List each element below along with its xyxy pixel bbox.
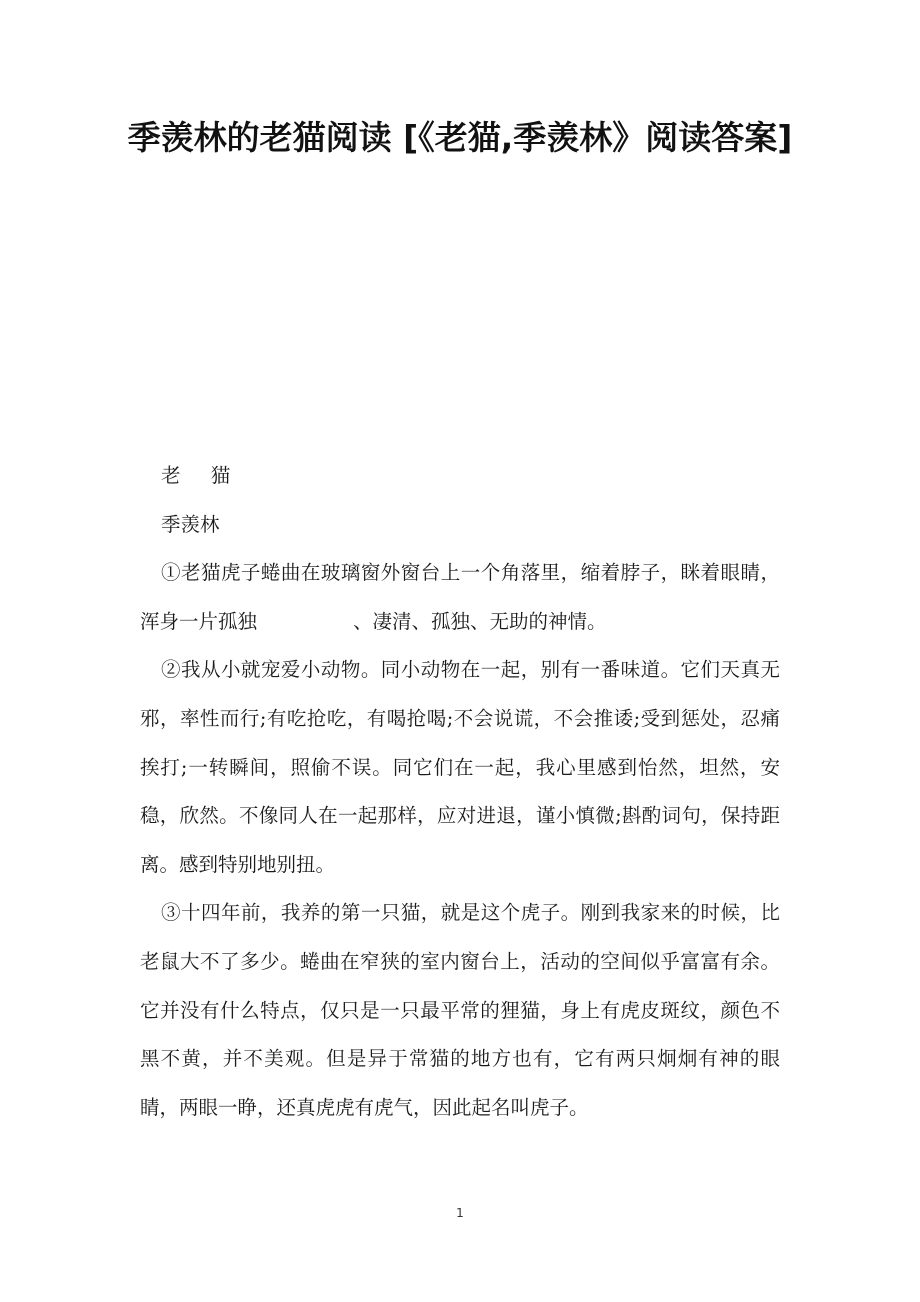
paragraph-3: ③十四年前，我养的第一只猫，就是这个虎子。刚到我家来的时候，比老鼠大不了多少。蜷曲在窄狭的室内窗台上，活动的空间似乎富富有余。它并没有什么特点，仅只是一只最平常的狸猫，身上有虎皮斑纹，颜色不黑不黄，并不美观。但是异于常猫的地方也有，它有两只炯炯有神的眼睛，两眼一睁，还真虎虎有虎气，因此起名叫虎子。	[140, 901, 780, 1119]
document-title: 季羡林的老猫阅读 [《老猫,季羡林》阅读答案]	[127, 118, 793, 157]
paragraph-1-text-a: ①老猫虎子蜷曲在玻璃窗外窗台上一个角落里，缩着脖子，眯着眼睛，浑身一片孤独	[140, 561, 780, 633]
paragraph-2: ②我从小就宠爱小动物。同小动物在一起，别有一番味道。它们天真无邪，率性而行;有吃抢吃，有喝抢喝;不会说谎，不会推诿;受到惩处，忍痛挨打;一转瞬间，照偷不误。同它们在一起，我心里感到怡然，坦然，安稳，欣然。不像同人在一起那样，应对进退，谨小慎微;斟酌词句，保持距离。感到特别地别扭。	[140, 658, 780, 876]
article-heading: 老 猫	[161, 464, 243, 487]
article-author: 季羡林	[161, 512, 220, 536]
paragraph-1-text-b: 、凄清、孤独、无助的神情。	[353, 609, 607, 633]
page-number: 1	[456, 1206, 464, 1220]
paragraph-1	[140, 549, 780, 646]
article-body	[140, 452, 780, 1132]
